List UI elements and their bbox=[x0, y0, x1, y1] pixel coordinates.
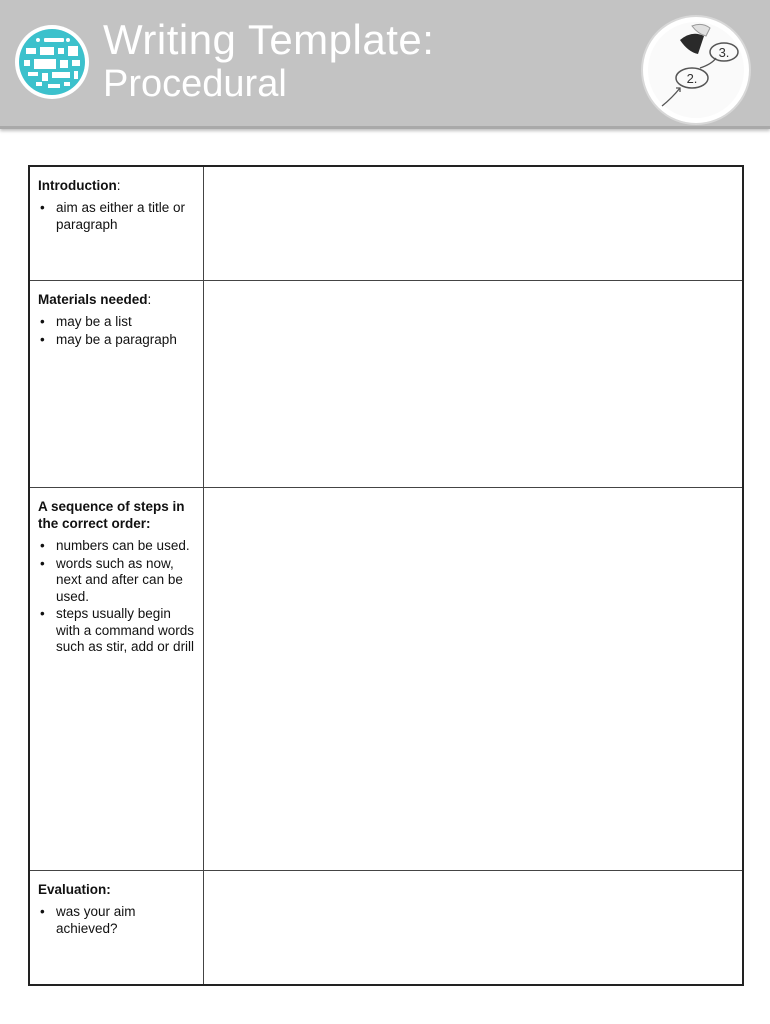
section-heading: A sequence of steps in the correct order: bbox=[38, 499, 185, 531]
evaluation-label-cell bbox=[30, 871, 204, 984]
page-subtitle: Procedural bbox=[103, 63, 287, 105]
template-table bbox=[28, 165, 744, 986]
page-title: Writing Template: bbox=[103, 16, 435, 63]
section-heading: Materials needed: bbox=[38, 292, 152, 307]
materials-row bbox=[30, 281, 742, 488]
header-banner bbox=[0, 0, 770, 129]
step-two-label: 2. bbox=[686, 71, 698, 86]
list-item: • may be a paragraph bbox=[40, 331, 177, 347]
steps-row bbox=[30, 488, 742, 871]
materials-label-cell bbox=[30, 281, 204, 487]
section-heading: Evaluation: bbox=[38, 882, 111, 897]
evaluation-writing-area[interactable] bbox=[204, 871, 742, 984]
list-item: • may be a list bbox=[40, 314, 132, 329]
materials-writing-area[interactable] bbox=[204, 281, 742, 487]
steps-label-cell bbox=[30, 488, 204, 870]
list-item: • aim as either a title or paragraph bbox=[40, 200, 186, 232]
numbered-steps-icon bbox=[640, 14, 752, 126]
evaluation-row bbox=[30, 871, 742, 984]
introduction-writing-area[interactable] bbox=[204, 167, 742, 280]
step-three-label: 3. bbox=[718, 45, 730, 60]
list-item: • steps usually begin with a command words such as stir, add or drill bbox=[40, 606, 195, 654]
introduction-row bbox=[30, 167, 742, 281]
list-item: • numbers can be used. bbox=[40, 538, 190, 553]
steps-writing-area[interactable] bbox=[204, 488, 742, 870]
section-heading: Introduction: bbox=[38, 178, 121, 193]
list-item: • words such as now, next and after can be used. bbox=[40, 555, 183, 604]
circuit-board-logo-icon bbox=[14, 24, 90, 100]
introduction-label-cell bbox=[30, 167, 204, 280]
list-item: • was your aim achieved? bbox=[40, 904, 136, 936]
